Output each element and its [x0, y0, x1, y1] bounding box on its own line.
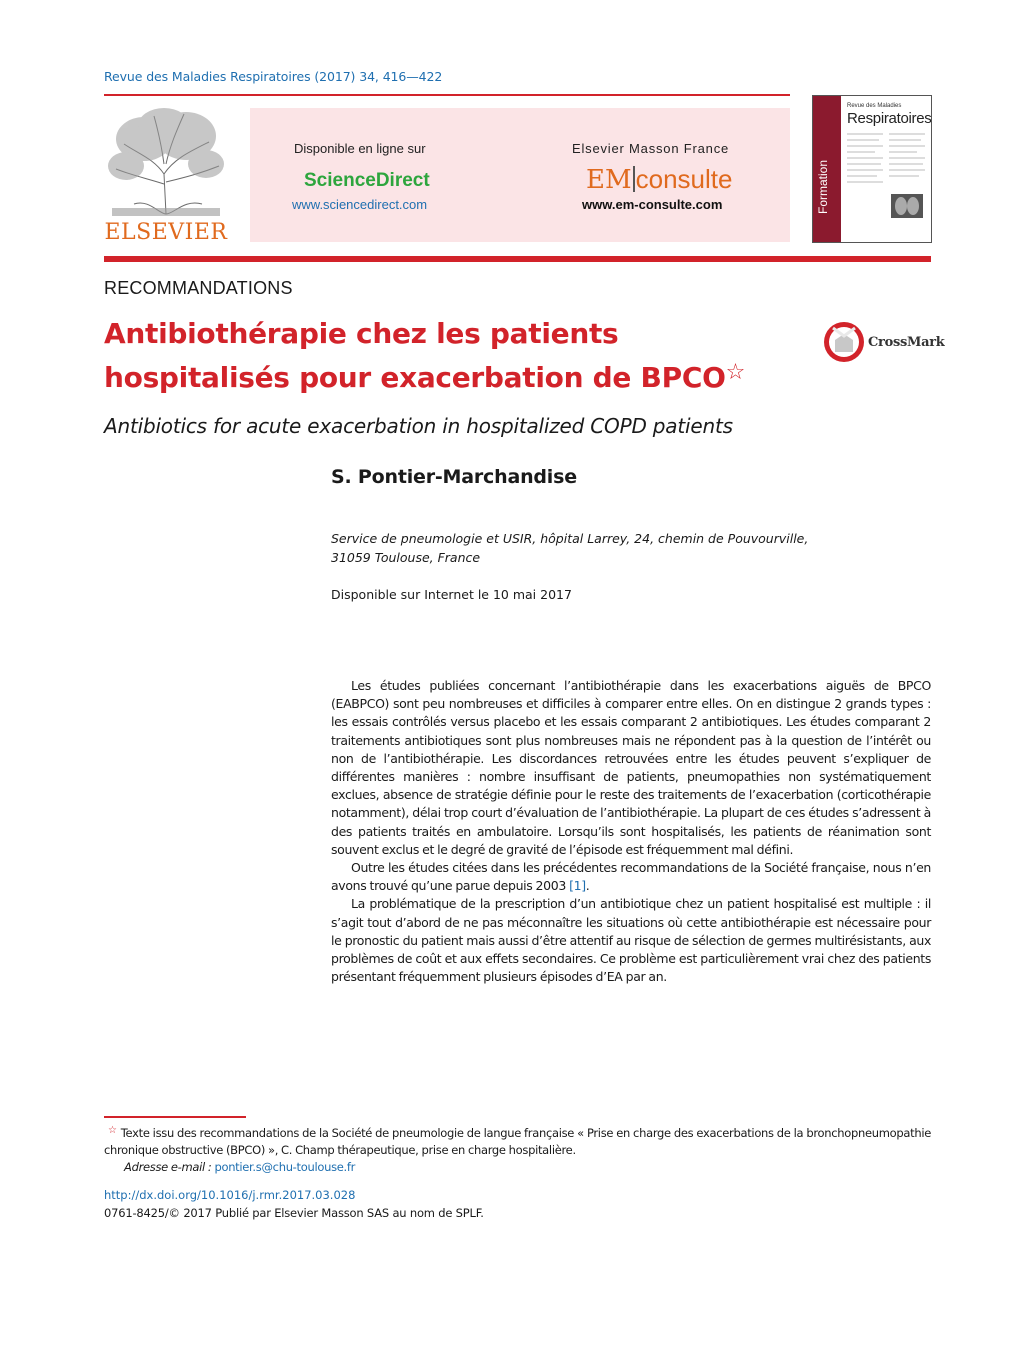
body-paragraph-3: La problématique de la prescription d’un antibiotique chez un patient hospitalisé est multiple : il s’agit tout d’abord de ne pas méconnaître les situations où cette antibiothérapie est nécessaire pour le pronostic du patient mais aussi d’être attentif au risque de sélection de germes multirésistants, aux problèmes de coût et aux effets secondaires. Ce problème est particulièrement vrai chez des patients présentant fréquemment plusieurs épisodes d’EA par an.: [331, 896, 931, 985]
title-footnote: [104, 1122, 931, 1159]
journal-pages: 416—422: [382, 69, 443, 84]
journal-reference[interactable]: [104, 69, 442, 84]
section-rule: [104, 256, 931, 262]
footnote-marker: ☆: [108, 1125, 117, 1136]
article-title: [104, 314, 794, 397]
citation-link-1[interactable]: [1]: [569, 878, 586, 894]
cover-prefix: Revue des Maladies: [847, 103, 902, 109]
available-online-label: Disponible en ligne sur: [294, 141, 426, 156]
copyright-line: 0761-8425/© 2017 Publié par Elsevier Masson SAS au nom de SPLF.: [104, 1206, 484, 1220]
body-paragraph-1: Les études publiées concernant l’antibiothérapie dans les exacerbations aiguës de BPCO (EABPCO) sont peu nombreuses et difficiles à comparer entre elles. On en distingue 2 grands types : les essais contrôlés versus placebo et les essais comparant 2 antibiotiques. Les études comparant 2 traitements antibiotiques sont plus nombreuses mais ne répondent pas à la question de l’intérêt ou non de l’antibiothérapie. Les discordances retrouvées entre les études peuvent s’expliquer de différentes manières : nombre insuffisant de patients, pneumopathies non systématiquement exclues, absence de stratégie définie pour le reste des traitements de l’exacerbation (corticothérapie notamment), délai trop court d’évaluation de l’antibiothérapie. La plupart de ces études s’adressent à des patients traités en ambulatoire. Lorsqu’ils sont hospitalisés, les patients de réanimation sont souvent exclus et le degré de gravité de l’épisode est fréquemment mal défini.: [331, 678, 931, 857]
article-subtitle: Antibiotics for acute exacerbation in hospitalized COPD patients: [104, 414, 733, 438]
footnote-rule: [104, 1116, 246, 1118]
affiliation-line-2: 31059 Toulouse, France: [331, 550, 481, 565]
emconsulte-link[interactable]: www.em-consulte.com: [582, 197, 723, 212]
emconsulte-logo[interactable]: [586, 164, 732, 195]
cover-content-image: [845, 130, 927, 238]
emconsulte-consulte: consulte: [635, 164, 733, 194]
footnote-block: [104, 1122, 931, 1176]
publisher-name: Elsevier Masson France: [572, 141, 730, 156]
journal-cover-thumbnail[interactable]: [812, 95, 932, 243]
paragraph-2-text: Outre les études citées dans les précédentes recommandations de la Société française, nous n’en avons trouvé qu’une parue depuis 2003: [331, 860, 931, 894]
article-body: [331, 677, 931, 986]
cover-title: Respiratoires: [847, 110, 932, 127]
doi-link[interactable]: http://dx.doi.org/10.1016/j.rmr.2017.03.028: [104, 1188, 356, 1202]
crossmark-label[interactable]: CrossMark: [868, 335, 945, 350]
sciencedirect-logo[interactable]: ScienceDirect: [304, 170, 430, 191]
emconsulte-divider: [633, 166, 635, 192]
author-name: S. Pontier-Marchandise: [331, 466, 577, 488]
sciencedirect-link[interactable]: www.sciencedirect.com: [292, 197, 428, 212]
footnote-text: Texte issu des recommandations de la Société de pneumologie de langue française « Prise en charge des exacerbations de la bronchopneumopathie chronique obstructive (BPCO) », C. Champ thérapeutique, prise en charge hospitalière.: [104, 1126, 931, 1157]
title-line-1: Antibiothérapie chez les patients: [104, 317, 619, 350]
cover-band-label: Formation: [816, 159, 830, 214]
section-label: RECOMMANDATIONS: [104, 278, 293, 298]
header-rule: [104, 94, 790, 96]
online-date: Disponible sur Internet le 10 mai 2017: [331, 587, 572, 602]
email-label: Adresse e-mail :: [124, 1160, 212, 1174]
author-email-link[interactable]: pontier.s@chu-toulouse.fr: [214, 1160, 356, 1174]
paragraph-2-end: .: [585, 878, 590, 894]
emconsulte-em: EM: [586, 165, 632, 195]
author-affiliation: [331, 529, 851, 567]
affiliation-line-1: Service de pneumologie et USIR, hôpital Larrey, 24, chemin de Pouvourville,: [331, 531, 809, 546]
journal-name: Revue des Maladies Respiratoires (2017): [104, 69, 356, 84]
title-footnote-marker[interactable]: ☆: [725, 360, 746, 385]
body-paragraph-2: [331, 859, 931, 895]
title-line-2: hospitalisés pour exacerbation de BPCO: [104, 361, 726, 394]
journal-volume: 34,: [359, 69, 379, 84]
email-line: [104, 1159, 931, 1176]
elsevier-wordmark: ELSEVIER: [104, 220, 228, 245]
